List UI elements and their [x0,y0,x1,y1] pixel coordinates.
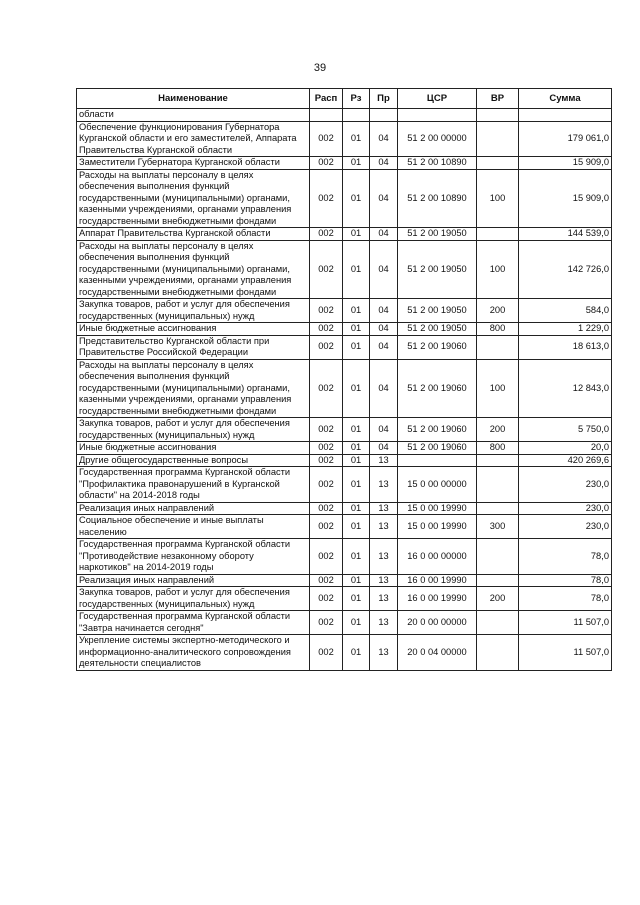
cell-vr [477,611,519,635]
cell-pr: 13 [370,454,398,467]
cell-rasp: 002 [310,299,343,323]
cell-name: Иные бюджетные ассигнования [77,323,310,336]
cell-rz: 01 [343,157,370,170]
table-row [77,454,612,467]
cell-vr: 100 [477,169,519,228]
cell-rasp: 002 [310,502,343,515]
cell-pr: 04 [370,121,398,157]
cell-rz: 01 [343,539,370,575]
cell-vr: 800 [477,323,519,336]
cell-vr [477,635,519,671]
cell-vr: 100 [477,359,519,418]
cell-name: Закупка товаров, работ и услуг для обеспечения государственных (муниципальных) нужд [77,418,310,442]
cell-vr [477,157,519,170]
cell-sum: 5 750,0 [519,418,612,442]
table-row [77,240,612,299]
cell-pr: 04 [370,359,398,418]
header-vr: ВР [477,89,519,109]
cell-sum: 11 507,0 [519,635,612,671]
cell-pr: 04 [370,442,398,455]
table-row [77,442,612,455]
cell-rz: 01 [343,240,370,299]
cell-pr: 04 [370,323,398,336]
table-body [77,109,612,671]
table-row [77,635,612,671]
cell-csr: 51 2 00 19060 [398,442,477,455]
cell-csr: 51 2 00 19060 [398,359,477,418]
cell-sum: 18 613,0 [519,335,612,359]
cell-rasp: 002 [310,454,343,467]
header-csr: ЦСР [398,89,477,109]
cell-pr: 04 [370,418,398,442]
cell-name: Иные бюджетные ассигнования [77,442,310,455]
cell-csr: 51 2 00 19060 [398,335,477,359]
table-row [77,515,612,539]
cell-sum [519,109,612,122]
cell-pr: 04 [370,228,398,241]
cell-pr: 04 [370,240,398,299]
cell-rz: 01 [343,442,370,455]
table-row [77,418,612,442]
cell-name: Государственная программа Курганской области "Профилактика правонарушений в Курганской области" на 2014-2018 годы [77,467,310,503]
cell-name: Государственная программа Курганской области "Завтра начинается сегодня" [77,611,310,635]
cell-sum: 144 539,0 [519,228,612,241]
cell-csr: 15 0 00 19990 [398,515,477,539]
cell-sum: 78,0 [519,574,612,587]
cell-rz: 01 [343,574,370,587]
cell-csr: 51 2 00 19050 [398,240,477,299]
cell-csr: 51 2 00 00000 [398,121,477,157]
cell-sum: 584,0 [519,299,612,323]
cell-sum: 179 061,0 [519,121,612,157]
cell-sum: 1 229,0 [519,323,612,336]
cell-vr: 200 [477,299,519,323]
table-row [77,359,612,418]
cell-rz: 01 [343,121,370,157]
table-row [77,169,612,228]
cell-name: Социальное обеспечение и иные выплаты населению [77,515,310,539]
table-row [77,611,612,635]
cell-rasp: 002 [310,539,343,575]
cell-rz: 01 [343,587,370,611]
cell-name: Закупка товаров, работ и услуг для обеспечения государственных (муниципальных) нужд [77,299,310,323]
cell-pr: 13 [370,467,398,503]
cell-vr [477,502,519,515]
cell-csr: 16 0 00 19990 [398,574,477,587]
cell-name: Аппарат Правительства Курганской области [77,228,310,241]
cell-rasp: 002 [310,240,343,299]
cell-rz: 01 [343,418,370,442]
header-rasp: Расп [310,89,343,109]
cell-name: Реализация иных направлений [77,502,310,515]
cell-rz: 01 [343,169,370,228]
cell-rz: 01 [343,515,370,539]
cell-pr: 04 [370,335,398,359]
cell-sum: 15 909,0 [519,169,612,228]
cell-name: Укрепление системы экспертно-методического и информационно-аналитического сопровождения деятельности специалистов [77,635,310,671]
cell-name: Представительство Курганской области при Правительстве Российской Федерации [77,335,310,359]
cell-pr: 13 [370,539,398,575]
cell-pr: 13 [370,574,398,587]
page-number: 39 [313,62,327,74]
cell-vr [477,539,519,575]
header-rz: Рз [343,89,370,109]
cell-vr [477,109,519,122]
cell-sum: 230,0 [519,515,612,539]
cell-csr: 15 0 00 19990 [398,502,477,515]
cell-rasp: 002 [310,587,343,611]
cell-name: Расходы на выплаты персоналу в целях обеспечения выполнения функций государственными (муниципальными) органами, казенными учреждениями, органами управления государственными внебюджетными фондами [77,359,310,418]
cell-rasp: 002 [310,611,343,635]
cell-rz: 01 [343,299,370,323]
cell-csr: 51 2 00 19050 [398,299,477,323]
cell-rasp: 002 [310,121,343,157]
cell-name: Государственная программа Курганской области "Противодействие незаконному обороту наркотиков" на 2014-2019 годы [77,539,310,575]
cell-name: Обеспечение функционирования Губернатора Курганской области и его заместителей, Аппарата Правительства Курганской области [77,121,310,157]
table-row [77,539,612,575]
cell-rz: 01 [343,228,370,241]
table-row [77,574,612,587]
cell-pr: 13 [370,611,398,635]
cell-vr [477,335,519,359]
cell-name: Реализация иных направлений [77,574,310,587]
cell-rasp: 002 [310,228,343,241]
cell-rasp: 002 [310,574,343,587]
table-row [77,109,612,122]
cell-pr [370,109,398,122]
cell-csr: 16 0 00 19990 [398,587,477,611]
cell-rasp: 002 [310,635,343,671]
cell-csr: 51 2 00 19060 [398,418,477,442]
cell-csr: 51 2 00 10890 [398,169,477,228]
header-pr: Пр [370,89,398,109]
cell-vr: 200 [477,418,519,442]
cell-rasp: 002 [310,169,343,228]
cell-pr: 04 [370,169,398,228]
cell-rasp: 002 [310,418,343,442]
cell-csr: 20 0 04 00000 [398,635,477,671]
cell-name: области [77,109,310,122]
cell-pr: 04 [370,299,398,323]
cell-rz: 01 [343,323,370,336]
cell-vr [477,121,519,157]
table-row [77,587,612,611]
cell-vr [477,574,519,587]
cell-pr: 04 [370,157,398,170]
table-row [77,157,612,170]
cell-rasp [310,109,343,122]
table-header-row [77,89,612,109]
cell-csr [398,454,477,467]
cell-sum: 230,0 [519,502,612,515]
cell-name: Расходы на выплаты персоналу в целях обеспечения выполнения функций государственными (муниципальными) органами, казенными учреждениями, органами управления государственными внебюджетными фондами [77,169,310,228]
table-row [77,467,612,503]
cell-rasp: 002 [310,467,343,503]
cell-rasp: 002 [310,442,343,455]
cell-rz: 01 [343,467,370,503]
table-row [77,502,612,515]
cell-name: Другие общегосударственные вопросы [77,454,310,467]
cell-vr: 100 [477,240,519,299]
cell-sum: 11 507,0 [519,611,612,635]
cell-sum: 15 909,0 [519,157,612,170]
table-row [77,299,612,323]
cell-rasp: 002 [310,157,343,170]
cell-sum: 230,0 [519,467,612,503]
cell-name: Заместители Губернатора Курганской области [77,157,310,170]
cell-rasp: 002 [310,323,343,336]
cell-csr [398,109,477,122]
cell-rz: 01 [343,502,370,515]
cell-name: Расходы на выплаты персоналу в целях обеспечения выполнения функций государственными (муниципальными) органами, казенными учреждениями, органами управления государственными внебюджетными фондами [77,240,310,299]
cell-sum: 20,0 [519,442,612,455]
cell-rasp: 002 [310,515,343,539]
cell-csr: 51 2 00 19050 [398,228,477,241]
cell-sum: 78,0 [519,587,612,611]
cell-rasp: 002 [310,359,343,418]
cell-rz: 01 [343,335,370,359]
cell-vr: 800 [477,442,519,455]
cell-csr: 16 0 00 00000 [398,539,477,575]
cell-sum: 12 843,0 [519,359,612,418]
cell-rz: 01 [343,454,370,467]
cell-rz [343,109,370,122]
cell-rz: 01 [343,611,370,635]
cell-csr: 20 0 00 00000 [398,611,477,635]
budget-table [76,88,612,671]
cell-name: Закупка товаров, работ и услуг для обеспечения государственных (муниципальных) нужд [77,587,310,611]
cell-csr: 51 2 00 19050 [398,323,477,336]
cell-rz: 01 [343,635,370,671]
table-row [77,228,612,241]
cell-sum: 142 726,0 [519,240,612,299]
cell-pr: 13 [370,515,398,539]
cell-rz: 01 [343,359,370,418]
table-row [77,121,612,157]
cell-rasp: 002 [310,335,343,359]
table-row [77,323,612,336]
cell-sum: 78,0 [519,539,612,575]
table-row [77,335,612,359]
cell-vr [477,228,519,241]
cell-vr: 300 [477,515,519,539]
cell-sum: 420 269,6 [519,454,612,467]
cell-vr [477,454,519,467]
header-sum: Сумма [519,89,612,109]
header-name: Наименование [77,89,310,109]
cell-csr: 15 0 00 00000 [398,467,477,503]
cell-csr: 51 2 00 10890 [398,157,477,170]
cell-vr: 200 [477,587,519,611]
cell-pr: 13 [370,502,398,515]
cell-pr: 13 [370,635,398,671]
cell-pr: 13 [370,587,398,611]
cell-vr [477,467,519,503]
